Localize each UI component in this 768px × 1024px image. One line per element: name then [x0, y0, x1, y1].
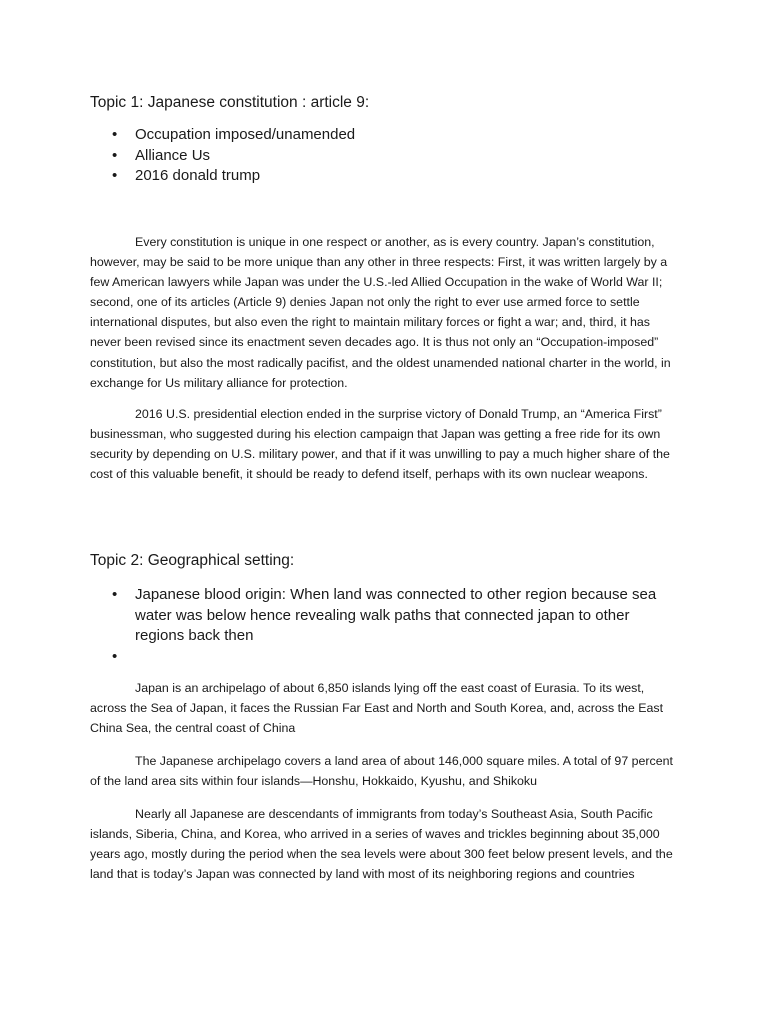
bullet-text: Occupation imposed/unamended — [135, 126, 356, 143]
topic-2-heading: Topic 2: Geographical setting: — [90, 552, 295, 569]
topic-1-heading: Topic 1: Japanese constitution : article 9: — [90, 94, 370, 111]
bullet-text: Japanese blood origin: When land was connected to other region because sea water was below hence revealing walk paths that connected japan to other regions back then — [135, 586, 657, 644]
bullet-text: Alliance Us — [135, 146, 211, 164]
list-item — [90, 166, 680, 187]
bullet-icon: • — [112, 647, 118, 665]
bullet-icon: • — [112, 586, 118, 603]
topic-2-paragraph-3: Nearly all Japanese are descendants of immigrants from today’s Southeast Asia, South Pacific islands, Siberia, China, and Korea, who arrived in a series of waves and trickles beginning about 35,000 years ago, mostly during the period when the sea levels were about 300 feet below present levels, and the land that is today’s Japan was connected by land with most of its neighboring regions and countries — [90, 807, 673, 882]
topic-1-bullet-list — [90, 125, 680, 187]
topic-2-paragraph-2: The Japanese archipelago covers a land area of about 146,000 square miles. A total of 97 percent of the land area sits within four islands—Honshu, Hokkaido, Kyushu, and Shikoku — [90, 754, 673, 789]
bullet-icon: • — [112, 146, 118, 164]
topic-2-bullet-list — [90, 585, 680, 667]
bullet-icon: • — [112, 167, 118, 184]
topic-2-paragraph-1: Japan is an archipelago of about 6,850 islands lying off the east coast of Eurasia. To its west, across the Sea of Japan, it faces the Russian Far East and North and South Korea, and, across the East China Sea, the central coast of China — [90, 681, 664, 736]
topic-1-paragraph-2: 2016 U.S. presidential election ended in the surprise victory of Donald Trump, an “America First” businessman, who suggested during his election campaign that Japan was getting a free ride for its own security by depending on U.S. military power, and that if it was unwilling to pay a much higher share of the cost of this valuable benefit, it should be ready to defend itself, perhaps with its own nuclear weapons. — [90, 407, 670, 482]
bullet-icon: • — [112, 126, 118, 143]
bullet-text: 2016 donald trump — [135, 167, 261, 184]
list-item — [90, 647, 680, 668]
list-item — [90, 146, 680, 167]
topic-1-paragraph-1: Every constitution is unique in one respect or another, as is every country. Japan’s constitution, however, may be said to be more unique than any other in three respects: First, it was written largely by a few American lawyers while Japan was under the U.S.-led Allied Occupation in the wake of World War II; second, one of its articles (Article 9) denies Japan not only the right to ever use armed force to settle international disputes, but also even the right to maintain military forces or fight a war; and, third, it has never been revised since its enactment seven decades ago. It is thus not only an “Occupation-imposed” constitution, but also the most radically pacifist, and the oldest unamended national charter in the world, in exchange for Us military alliance for protection. — [90, 235, 671, 390]
list-item — [90, 585, 680, 647]
list-item — [90, 125, 680, 146]
